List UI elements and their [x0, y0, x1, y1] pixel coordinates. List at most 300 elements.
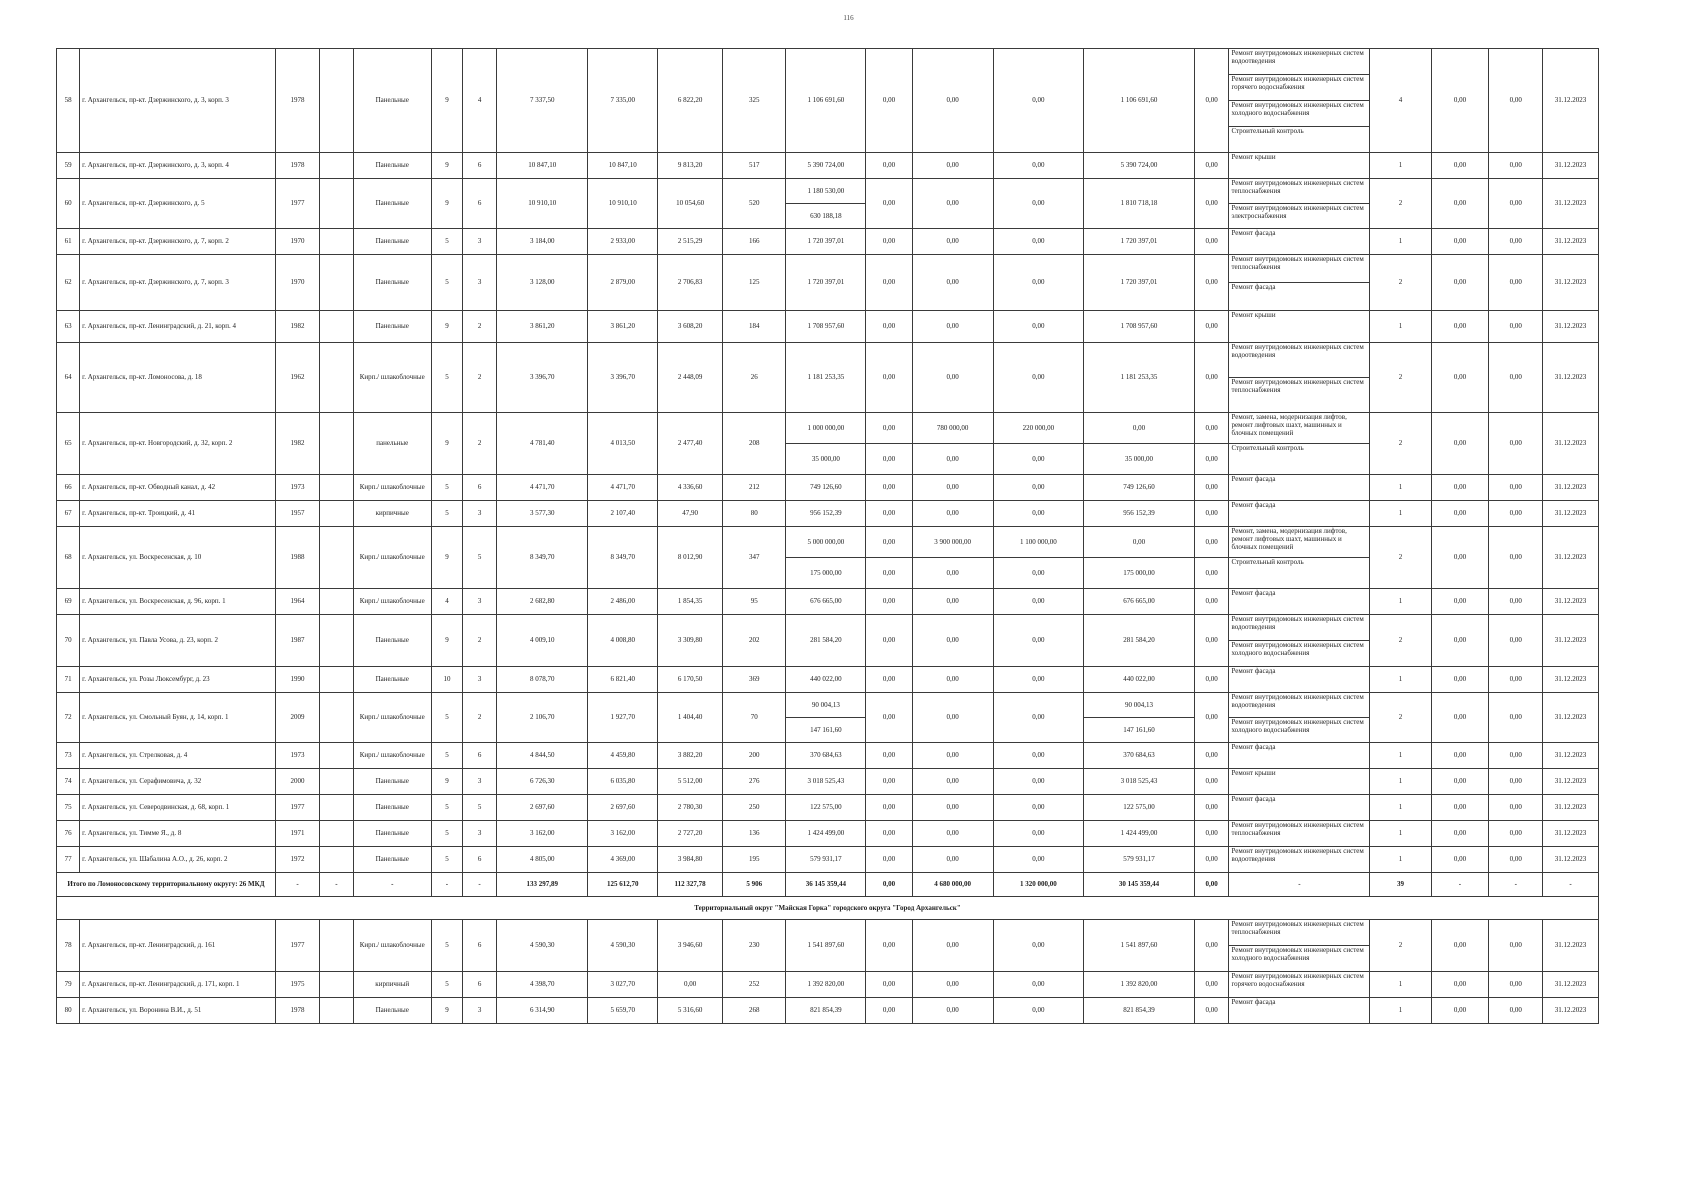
other-funds: 0,00	[1194, 972, 1229, 998]
floors: 5	[431, 475, 463, 501]
work-type: Ремонт внутридомовых инженерных систем теплоснабжения	[1229, 255, 1370, 283]
work-type: Ремонт крыши	[1229, 153, 1370, 179]
other-funds: 0,00	[1194, 589, 1229, 615]
wall-material: панельные	[353, 413, 431, 475]
residents-count: 80	[723, 501, 786, 527]
entrances: 3	[463, 229, 497, 255]
work-type: Ремонт внутридомовых инженерных систем теплоснабжения	[1229, 821, 1370, 847]
total-area: 8 349,70	[496, 527, 588, 589]
other-funds: 0,00	[1194, 413, 1229, 444]
commissioning-year: 1971	[275, 821, 319, 847]
work-type: Ремонт фасада	[1229, 667, 1370, 693]
other-funds: 0,00	[1194, 153, 1229, 179]
blank-cell	[320, 615, 354, 667]
fund-cost: 0,00	[866, 475, 912, 501]
total-owners: 30 145 359,44	[1084, 873, 1195, 897]
work-type: Ремонт внутридомовых инженерных систем горячего водоснабжения	[1229, 972, 1370, 998]
floors: 9	[431, 153, 463, 179]
row-number: 67	[57, 501, 80, 527]
local-budget: 0,00	[993, 615, 1084, 667]
table-row	[57, 769, 1599, 795]
work-count: 2	[1370, 255, 1431, 311]
blank-cell	[320, 501, 354, 527]
owners-funds: 3 018 525,43	[1084, 769, 1195, 795]
other-funds: 0,00	[1194, 475, 1229, 501]
other-funds: 0,00	[1194, 444, 1229, 475]
other-funds: 0,00	[1194, 255, 1229, 311]
other-funds: 0,00	[1194, 311, 1229, 343]
blank-cell	[320, 769, 354, 795]
fund-cost: 0,00	[866, 413, 912, 444]
residents-count: 184	[723, 311, 786, 343]
other-funds: 0,00	[1194, 667, 1229, 693]
specific-cost: 0,00	[1431, 501, 1489, 527]
completion-date: 31.12.2023	[1543, 693, 1599, 743]
completion-date: 31.12.2023	[1543, 769, 1599, 795]
owners-funds: 35 000,00	[1084, 444, 1195, 475]
wall-material: кирпичные	[353, 501, 431, 527]
total-area: 4 590,30	[496, 920, 588, 972]
work-type: Ремонт внутридомовых инженерных систем водоотведения	[1229, 847, 1370, 873]
local-budget: 0,00	[993, 920, 1084, 972]
entrances: 6	[463, 743, 497, 769]
local-budget: 0,00	[993, 847, 1084, 873]
residents-count: 268	[723, 998, 786, 1024]
entrances: 6	[463, 972, 497, 998]
residents-count: 195	[723, 847, 786, 873]
owners-funds: 749 126,60	[1084, 475, 1195, 501]
entrances: 2	[463, 311, 497, 343]
max-cost: 0,00	[1489, 501, 1543, 527]
total-region: 4 680 000,00	[912, 873, 993, 897]
max-cost: 0,00	[1489, 589, 1543, 615]
floors: 5	[431, 501, 463, 527]
commissioning-year: 1982	[275, 311, 319, 343]
table-row	[57, 49, 1599, 75]
fund-cost: 0,00	[866, 743, 912, 769]
repair-cost: 281 584,20	[786, 615, 866, 667]
regional-budget: 0,00	[912, 311, 993, 343]
total-dash: -	[431, 873, 463, 897]
table-row	[57, 821, 1599, 847]
local-budget: 0,00	[993, 311, 1084, 343]
work-count: 1	[1370, 769, 1431, 795]
wall-material: Панельные	[353, 821, 431, 847]
repair-cost: 1 720 397,01	[786, 229, 866, 255]
work-type: Строительный контроль	[1229, 444, 1370, 475]
residential-area: 5 316,60	[657, 998, 722, 1024]
regional-budget: 0,00	[912, 589, 993, 615]
total-dash: -	[1229, 873, 1370, 897]
max-cost: 0,00	[1489, 311, 1543, 343]
floors: 9	[431, 311, 463, 343]
repair-cost: 147 161,60	[786, 718, 866, 743]
regional-budget: 0,00	[912, 920, 993, 972]
entrances: 6	[463, 920, 497, 972]
owners-funds: 440 022,00	[1084, 667, 1195, 693]
work-count: 2	[1370, 179, 1431, 229]
total-area: 3 128,00	[496, 255, 588, 311]
work-type: Ремонт фасада	[1229, 475, 1370, 501]
owners-funds: 1 708 957,60	[1084, 311, 1195, 343]
row-number: 60	[57, 179, 80, 229]
entrances: 2	[463, 413, 497, 475]
commissioning-year: 1957	[275, 501, 319, 527]
address: г. Архангельск, пр-кт. Ленинградский, д. 161	[80, 920, 276, 972]
row-number: 61	[57, 229, 80, 255]
blank-cell	[320, 49, 354, 153]
owners-funds: 122 575,00	[1084, 795, 1195, 821]
local-budget: 0,00	[993, 229, 1084, 255]
total-area: 6 726,30	[496, 769, 588, 795]
total-area: 4 781,40	[496, 413, 588, 475]
work-type: Ремонт внутридомовых инженерных систем холодного водоснабжения	[1229, 641, 1370, 667]
wall-material: Кирп./ шлакоблочные	[353, 743, 431, 769]
table-row	[57, 693, 1599, 718]
commissioning-year: 1972	[275, 847, 319, 873]
work-type: Ремонт внутридомовых инженерных систем холодного водоснабжения	[1229, 101, 1370, 127]
work-count: 1	[1370, 153, 1431, 179]
completion-date: 31.12.2023	[1543, 920, 1599, 972]
address: г. Архангельск, пр-кт. Дзержинского, д. 5	[80, 179, 276, 229]
commissioning-year: 2000	[275, 769, 319, 795]
work-count: 4	[1370, 49, 1431, 153]
total-area: 2 106,70	[496, 693, 588, 743]
fund-cost: 0,00	[866, 667, 912, 693]
entrances: 6	[463, 847, 497, 873]
premises-area: 3 861,20	[588, 311, 657, 343]
repair-cost: 1 000 000,00	[786, 413, 866, 444]
address: г. Архангельск, пр-кт. Дзержинского, д. 3, корп. 3	[80, 49, 276, 153]
wall-material: Панельные	[353, 153, 431, 179]
work-type: Ремонт внутридомовых инженерных систем электроснабжения	[1229, 204, 1370, 229]
wall-material: Панельные	[353, 229, 431, 255]
repair-cost: 35 000,00	[786, 444, 866, 475]
floors: 9	[431, 179, 463, 229]
repair-cost: 122 575,00	[786, 795, 866, 821]
wall-material: Панельные	[353, 847, 431, 873]
row-number: 69	[57, 589, 80, 615]
commissioning-year: 2009	[275, 693, 319, 743]
blank-cell	[320, 821, 354, 847]
local-budget: 0,00	[993, 49, 1084, 153]
total-area: 4 398,70	[496, 972, 588, 998]
blank-cell	[320, 972, 354, 998]
repair-cost: 956 152,39	[786, 501, 866, 527]
entrances: 4	[463, 49, 497, 153]
completion-date: 31.12.2023	[1543, 311, 1599, 343]
work-type: Ремонт внутридомовых инженерных систем водоотведения	[1229, 49, 1370, 75]
work-type: Ремонт внутридомовых инженерных систем теплоснабжения	[1229, 920, 1370, 946]
premises-area: 8 349,70	[588, 527, 657, 589]
table-row	[57, 343, 1599, 378]
address: г. Архангельск, ул. Серафимовича, д. 32	[80, 769, 276, 795]
floors: 5	[431, 255, 463, 311]
address: г. Архангельск, ул. Смольный Буян, д. 14, корп. 1	[80, 693, 276, 743]
total-residents: 5 906	[723, 873, 786, 897]
repair-cost: 90 004,13	[786, 693, 866, 718]
floors: 9	[431, 615, 463, 667]
commissioning-year: 1970	[275, 229, 319, 255]
residential-area: 3 946,60	[657, 920, 722, 972]
wall-material: Панельные	[353, 769, 431, 795]
row-number: 77	[57, 847, 80, 873]
entrances: 3	[463, 667, 497, 693]
premises-area: 4 590,30	[588, 920, 657, 972]
floors: 10	[431, 667, 463, 693]
work-count: 2	[1370, 527, 1431, 589]
residents-count: 212	[723, 475, 786, 501]
commissioning-year: 1988	[275, 527, 319, 589]
premises-area: 2 107,40	[588, 501, 657, 527]
premises-area: 10 847,10	[588, 153, 657, 179]
owners-funds: 90 004,13	[1084, 693, 1195, 718]
wall-material: Кирп./ шлакоблочные	[353, 343, 431, 413]
entrances: 3	[463, 589, 497, 615]
other-funds: 0,00	[1194, 847, 1229, 873]
specific-cost: 0,00	[1431, 179, 1489, 229]
row-number: 80	[57, 998, 80, 1024]
work-count: 1	[1370, 795, 1431, 821]
local-budget: 0,00	[993, 501, 1084, 527]
commissioning-year: 1973	[275, 743, 319, 769]
completion-date: 31.12.2023	[1543, 413, 1599, 475]
residents-count: 276	[723, 769, 786, 795]
premises-area: 7 335,00	[588, 49, 657, 153]
address: г. Архангельск, ул. Воскресенская, д. 10	[80, 527, 276, 589]
work-count: 1	[1370, 501, 1431, 527]
floors: 9	[431, 49, 463, 153]
completion-date: 31.12.2023	[1543, 795, 1599, 821]
owners-funds: 0,00	[1084, 413, 1195, 444]
residential-area: 5 512,00	[657, 769, 722, 795]
table-row	[57, 255, 1599, 283]
table-row	[57, 501, 1599, 527]
work-count: 1	[1370, 667, 1431, 693]
completion-date: 31.12.2023	[1543, 821, 1599, 847]
table-body-mayskaya-gorka	[57, 920, 1599, 1024]
other-funds: 0,00	[1194, 920, 1229, 972]
repair-cost: 1 708 957,60	[786, 311, 866, 343]
regional-budget: 0,00	[912, 693, 993, 743]
fund-cost: 0,00	[866, 795, 912, 821]
row-number: 62	[57, 255, 80, 311]
premises-area: 1 927,70	[588, 693, 657, 743]
premises-area: 2 697,60	[588, 795, 657, 821]
repair-cost: 821 854,39	[786, 998, 866, 1024]
total-area: 10 910,10	[496, 179, 588, 229]
total-area-total: 133 297,89	[496, 873, 588, 897]
fund-cost: 0,00	[866, 615, 912, 667]
table-row	[57, 527, 1599, 558]
regional-budget: 0,00	[912, 501, 993, 527]
premises-area: 4 008,80	[588, 615, 657, 667]
repair-cost: 1 720 397,01	[786, 255, 866, 311]
total-area: 7 337,50	[496, 49, 588, 153]
max-cost: 0,00	[1489, 615, 1543, 667]
total-area: 4 844,50	[496, 743, 588, 769]
work-count: 2	[1370, 920, 1431, 972]
floors: 5	[431, 795, 463, 821]
repair-cost: 175 000,00	[786, 558, 866, 589]
specific-cost: 0,00	[1431, 527, 1489, 589]
residents-count: 230	[723, 920, 786, 972]
work-type: Ремонт внутридомовых инженерных систем теплоснабжения	[1229, 179, 1370, 204]
specific-cost: 0,00	[1431, 229, 1489, 255]
residential-area: 3 984,80	[657, 847, 722, 873]
row-number: 68	[57, 527, 80, 589]
total-other: 0,00	[1194, 873, 1229, 897]
floors: 5	[431, 972, 463, 998]
completion-date: 31.12.2023	[1543, 49, 1599, 153]
address: г. Архангельск, пр-кт. Ленинградский, д. 171, корп. 1	[80, 972, 276, 998]
wall-material: Кирп./ шлакоблочные	[353, 693, 431, 743]
owners-funds: 1 106 691,60	[1084, 49, 1195, 153]
entrances: 3	[463, 998, 497, 1024]
residential-area: 0,00	[657, 972, 722, 998]
total-area: 6 314,90	[496, 998, 588, 1024]
premises-area: 6 035,80	[588, 769, 657, 795]
regional-budget: 0,00	[912, 179, 993, 229]
entrances: 5	[463, 795, 497, 821]
max-cost: 0,00	[1489, 179, 1543, 229]
completion-date: 31.12.2023	[1543, 475, 1599, 501]
total-label: Итого по Ломоносовскому территориальному округу: 26 МКД	[57, 873, 276, 897]
residents-count: 26	[723, 343, 786, 413]
other-funds: 0,00	[1194, 615, 1229, 667]
total-city: 1 320 000,00	[993, 873, 1084, 897]
max-cost: 0,00	[1489, 693, 1543, 743]
fund-cost: 0,00	[866, 501, 912, 527]
commissioning-year: 1987	[275, 615, 319, 667]
table-row	[57, 475, 1599, 501]
total-dash: -	[1489, 873, 1543, 897]
blank-cell	[320, 527, 354, 589]
max-cost: 0,00	[1489, 527, 1543, 589]
work-type: Строительный контроль	[1229, 127, 1370, 153]
fund-cost: 0,00	[866, 847, 912, 873]
residents-count: 166	[723, 229, 786, 255]
row-number: 73	[57, 743, 80, 769]
repair-cost: 579 931,17	[786, 847, 866, 873]
row-number: 72	[57, 693, 80, 743]
total-cost: 36 145 359,44	[786, 873, 866, 897]
work-type: Ремонт фасада	[1229, 795, 1370, 821]
commissioning-year: 1964	[275, 589, 319, 615]
premises-area: 3 027,70	[588, 972, 657, 998]
completion-date: 31.12.2023	[1543, 667, 1599, 693]
total-area: 3 577,30	[496, 501, 588, 527]
repair-cost: 370 684,63	[786, 743, 866, 769]
repair-cost: 3 018 525,43	[786, 769, 866, 795]
total-dash: -	[275, 873, 319, 897]
regional-budget: 0,00	[912, 998, 993, 1024]
repair-cost: 1 424 499,00	[786, 821, 866, 847]
address: г. Архангельск, пр-кт. Ленинградский, д. 21, корп. 4	[80, 311, 276, 343]
table-row	[57, 920, 1599, 946]
other-funds: 0,00	[1194, 527, 1229, 558]
commissioning-year: 1977	[275, 795, 319, 821]
work-type: Ремонт фасада	[1229, 229, 1370, 255]
fund-cost: 0,00	[866, 527, 912, 558]
regional-budget: 0,00	[912, 153, 993, 179]
row-number: 59	[57, 153, 80, 179]
repair-cost: 5 390 724,00	[786, 153, 866, 179]
residential-area: 6 170,50	[657, 667, 722, 693]
premises-area: 4 369,00	[588, 847, 657, 873]
residential-area: 10 054,60	[657, 179, 722, 229]
max-cost: 0,00	[1489, 475, 1543, 501]
floors: 4	[431, 589, 463, 615]
max-cost: 0,00	[1489, 229, 1543, 255]
regional-budget: 0,00	[912, 615, 993, 667]
owners-funds: 1 181 253,35	[1084, 343, 1195, 413]
table-row	[57, 615, 1599, 641]
entrances: 3	[463, 255, 497, 311]
repair-cost: 630 188,18	[786, 204, 866, 229]
address: г. Архангельск, ул. Тимме Я., д. 8	[80, 821, 276, 847]
repair-cost: 1 106 691,60	[786, 49, 866, 153]
work-type: Ремонт, замена, модернизация лифтов, ремонт лифтовых шахт, машинных и блочных помещений	[1229, 527, 1370, 558]
premises-area: 10 910,10	[588, 179, 657, 229]
owners-funds: 1 720 397,01	[1084, 229, 1195, 255]
specific-cost: 0,00	[1431, 589, 1489, 615]
residential-area: 4 336,60	[657, 475, 722, 501]
commissioning-year: 1990	[275, 667, 319, 693]
residents-count: 517	[723, 153, 786, 179]
regional-budget: 0,00	[912, 821, 993, 847]
repair-cost: 440 022,00	[786, 667, 866, 693]
address: г. Архангельск, пр-кт. Новгородский, д. 32, корп. 2	[80, 413, 276, 475]
regional-budget: 0,00	[912, 444, 993, 475]
specific-cost: 0,00	[1431, 343, 1489, 413]
blank-cell	[320, 667, 354, 693]
entrances: 3	[463, 501, 497, 527]
blank-cell	[320, 179, 354, 229]
entrances: 2	[463, 343, 497, 413]
commissioning-year: 1978	[275, 153, 319, 179]
work-count: 2	[1370, 615, 1431, 667]
total-area: 3 861,20	[496, 311, 588, 343]
address: г. Архангельск, пр-кт. Обводный канал, д. 42	[80, 475, 276, 501]
regional-budget: 0,00	[912, 769, 993, 795]
fund-cost: 0,00	[866, 998, 912, 1024]
work-count: 1	[1370, 311, 1431, 343]
premises-area: 2 486,00	[588, 589, 657, 615]
specific-cost: 0,00	[1431, 795, 1489, 821]
blank-cell	[320, 847, 354, 873]
floors: 5	[431, 743, 463, 769]
completion-date: 31.12.2023	[1543, 229, 1599, 255]
specific-cost: 0,00	[1431, 847, 1489, 873]
local-budget: 0,00	[993, 998, 1084, 1024]
work-type: Строительный контроль	[1229, 558, 1370, 589]
floors: 9	[431, 527, 463, 589]
total-fund: 0,00	[866, 873, 912, 897]
fund-cost: 0,00	[866, 444, 912, 475]
local-budget: 0,00	[993, 343, 1084, 413]
residents-count: 369	[723, 667, 786, 693]
commissioning-year: 1978	[275, 998, 319, 1024]
total-area-res: 112 327,78	[657, 873, 722, 897]
work-type: Ремонт внутридомовых инженерных систем холодного водоснабжения	[1229, 718, 1370, 743]
total-area: 3 184,00	[496, 229, 588, 255]
regional-budget: 0,00	[912, 343, 993, 413]
regional-budget: 0,00	[912, 558, 993, 589]
address: г. Архангельск, пр-кт. Троицкий, д. 41	[80, 501, 276, 527]
work-type: Ремонт фасада	[1229, 283, 1370, 311]
premises-area: 2 933,00	[588, 229, 657, 255]
